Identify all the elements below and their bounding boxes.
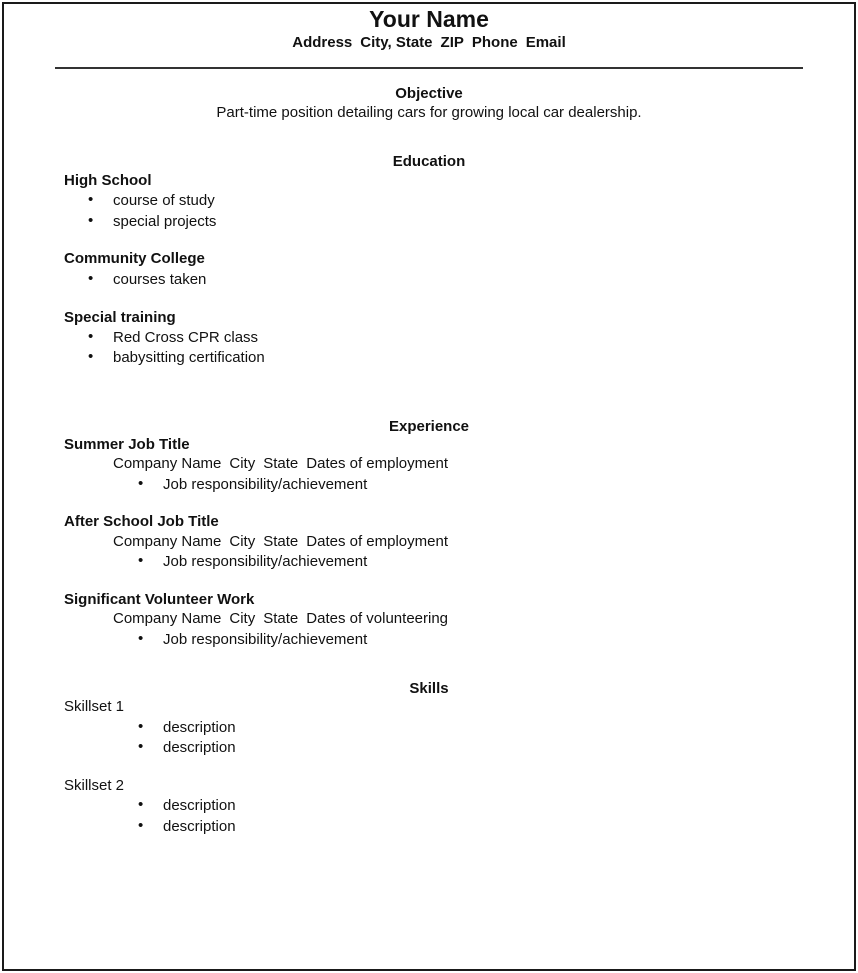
education-heading: Education	[392, 153, 466, 170]
education-title-high-school: High School	[64, 172, 152, 189]
job-state: State	[263, 455, 299, 472]
job-city: City	[229, 533, 256, 550]
education-item: • special projects	[113, 214, 216, 229]
experience-heading: Experience	[388, 418, 470, 435]
contact-city-state: City, State	[360, 34, 433, 51]
education-item: • babysitting certification	[113, 350, 265, 365]
education-item: • courses taken	[113, 272, 206, 287]
job-bullet: • Job responsibility/achievement	[163, 477, 367, 492]
job-details	[113, 611, 448, 626]
contact-email: Email	[525, 34, 566, 51]
job-city: City	[229, 610, 256, 627]
skillset-title: Skillset 2	[64, 777, 125, 794]
contact-zip: ZIP	[440, 34, 464, 51]
job-company: Company Name	[113, 455, 222, 472]
skill-item: • description	[163, 798, 236, 813]
job-title: Summer Job Title	[64, 436, 190, 453]
header-divider	[55, 67, 803, 69]
contact-address: Address	[292, 34, 353, 51]
contact-phone: Phone	[471, 34, 518, 51]
job-title: Significant Volunteer Work	[64, 591, 255, 608]
job-company: Company Name	[113, 533, 222, 550]
contact-line	[0, 35, 858, 50]
job-city: City	[229, 455, 256, 472]
education-title-special-training: Special training	[64, 309, 176, 326]
job-state: State	[263, 610, 299, 627]
skillset-title: Skillset 1	[64, 698, 125, 715]
job-dates: Dates of volunteering	[306, 610, 449, 627]
education-title-community-college: Community College	[64, 250, 205, 267]
job-details	[113, 456, 448, 471]
resume-name: Your Name	[369, 6, 489, 32]
education-item: • Red Cross CPR class	[113, 330, 258, 345]
job-state: State	[263, 533, 299, 550]
job-dates: Dates of employment	[306, 455, 448, 472]
skills-heading: Skills	[409, 680, 449, 697]
education-item: • course of study	[113, 193, 215, 208]
job-bullet: • Job responsibility/achievement	[163, 554, 367, 569]
skill-item: • description	[163, 720, 236, 735]
job-dates: Dates of employment	[306, 533, 448, 550]
objective-heading: Objective	[395, 85, 463, 102]
skill-item: • description	[163, 819, 236, 834]
resume-page	[2, 2, 856, 971]
job-details	[113, 534, 448, 549]
job-bullet: • Job responsibility/achievement	[163, 632, 367, 647]
job-title: After School Job Title	[64, 513, 219, 530]
skill-item: • description	[163, 740, 236, 755]
objective-text: Part-time position detailing cars for growing local car dealership.	[216, 104, 642, 121]
job-company: Company Name	[113, 610, 222, 627]
